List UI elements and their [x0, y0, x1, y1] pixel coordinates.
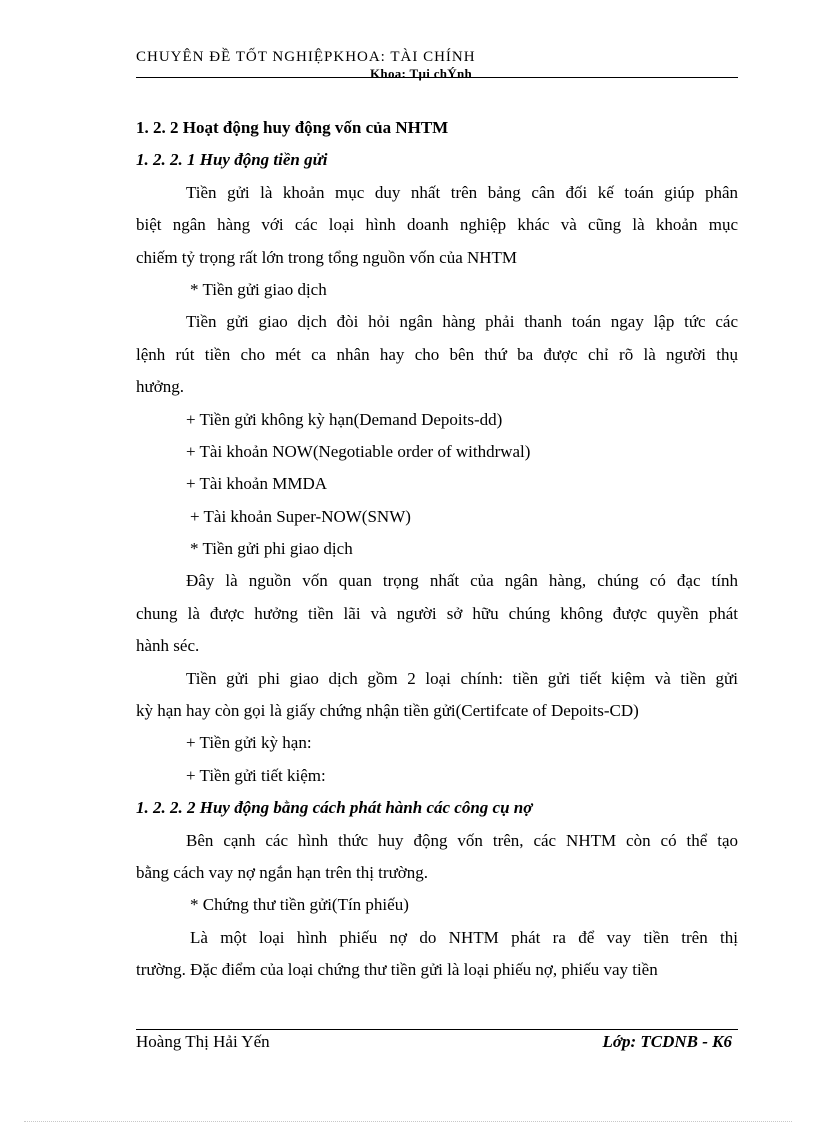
subsection-heading: 1. 2. 2. 1 Huy động tiền gửi — [136, 150, 328, 170]
section-heading: 1. 2. 2 Hoạt động huy động vốn của NHTM — [136, 118, 449, 137]
footer-class: Lớp: TCDNB - K6 — [602, 1032, 732, 1051]
list-item: + Tiền gửi không kỳ hạn(Demand Depoits-dd) — [186, 409, 503, 429]
bullet-heading: * Chứng thư tiền gửi(Tín phiếu) — [190, 895, 409, 915]
footer-rule — [136, 1029, 738, 1030]
document-body — [136, 112, 738, 987]
list-item: + Tiền gửi kỳ hạn: — [186, 733, 312, 753]
header-title: CHUYÊN ĐỀ TỐT NGHIỆPKHOA: TÀI CHÍNH — [136, 49, 476, 65]
page-boundary — [24, 1121, 792, 1122]
header-faculty: Khoa: Tµi chÝnh — [370, 66, 473, 81]
paragraph-line: Đây là nguồn vốn quan trọng nhất của ngân hàng, chúng có đạc tính — [186, 571, 738, 591]
paragraph-line: biệt ngân hàng với các loại hình doanh nghiệp khác và cũng là khoản mục — [136, 215, 738, 235]
list-item: + Tiền gửi tiết kiệm: — [186, 765, 326, 785]
header-rule — [136, 77, 738, 78]
paragraph-line: Tiền gửi phi giao dịch gồm 2 loại chính: tiền gửi tiết kiệm và tiền gửi — [186, 668, 738, 688]
subsection-heading: 1. 2. 2. 2 Huy động bằng cách phát hành các công cụ nợ — [136, 798, 533, 818]
paragraph-line: hành séc. — [136, 636, 200, 656]
paragraph-line: Là một loại hình phiếu nợ do NHTM phát ra để vay tiền trên thị — [190, 927, 738, 947]
paragraph-line: kỳ hạn hay còn gọi là giấy chứng nhận tiền gửi(Certifcate of Depoits-CD) — [136, 701, 639, 721]
bullet-heading: * Tiền gửi giao dịch — [190, 279, 327, 299]
paragraph-line: chung là được hưởng tiền lãi và người sở hữu chúng không được quyền phát — [136, 603, 738, 623]
list-item: + Tài khoản MMDA — [186, 474, 328, 494]
paragraph-line: hưởng. — [136, 377, 184, 397]
list-item: + Tài khoản Super-NOW(SNW) — [190, 506, 411, 526]
bullet-heading: * Tiền gửi phi giao dịch — [190, 539, 353, 559]
paragraph-line: Tiền gửi là khoản mục duy nhất trên bảng cân đối kế toán giúp phân — [186, 182, 738, 202]
list-item: + Tài khoản NOW(Negotiable order of withdrwal) — [186, 441, 531, 461]
paragraph-line: bằng cách vay nợ ngắn hạn trên thị trường. — [136, 862, 429, 882]
footer-author: Hoàng Thị Hải Yến — [136, 1032, 270, 1051]
paragraph-line: chiếm tỷ trọng rất lớn trong tổng nguồn vốn của NHTM — [136, 247, 518, 267]
paragraph-line: trường. Đặc điểm của loại chứng thư tiền gửi là loại phiếu nợ, phiếu vay tiền — [136, 960, 658, 980]
paragraph-line: Bên cạnh các hình thức huy động vốn trên, các NHTM còn có thể tạo — [186, 830, 738, 850]
paragraph-line: Tiền gửi giao dịch đòi hỏi ngân hàng phải thanh toán ngay lập tức các — [186, 312, 738, 332]
paragraph-line: lệnh rút tiền cho mét ca nhân hay cho bên thứ ba được chỉ rõ là người thụ — [136, 344, 738, 364]
